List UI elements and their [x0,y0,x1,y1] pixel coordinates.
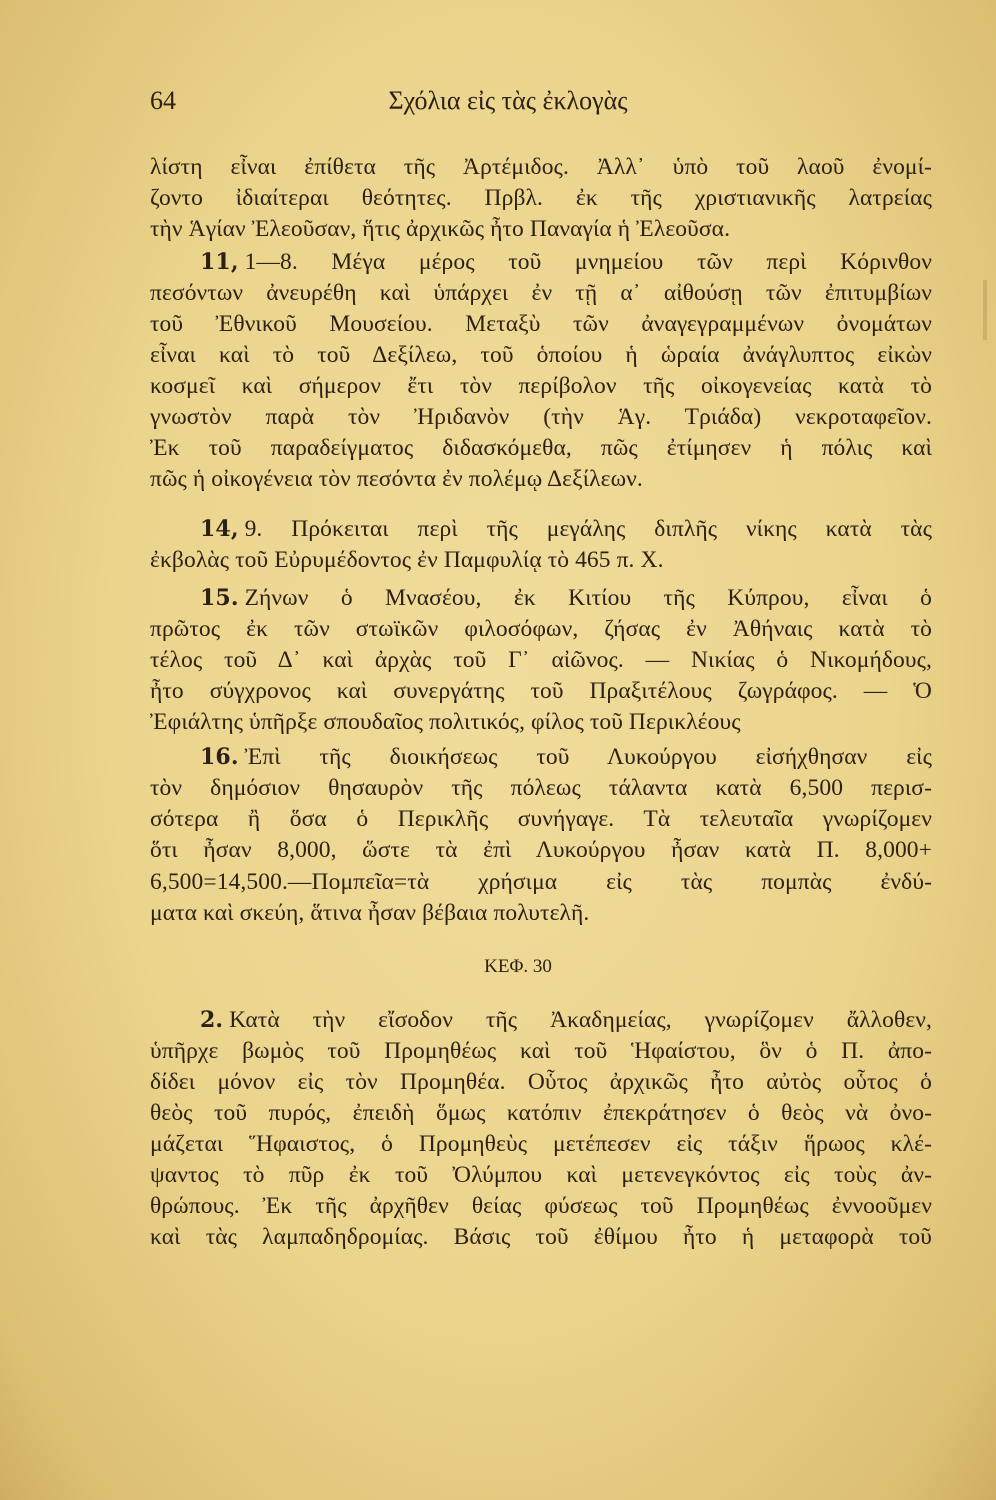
note-number: 16. [200,744,239,770]
text-line [150,340,932,370]
paragraph-start-line [200,1005,932,1035]
text-line [150,707,932,737]
paragraph-start-line [200,583,932,613]
line-text: σότερα ἢ ὅσα ὁ Περικλῆς συνήγαγε. Τὰ τελευταῖα γνωρίζομεν [150,806,932,832]
line-text: ψαντος τὸ πῦρ ἐκ τοῦ Ὀλύμπου καὶ μετενεγκόντος εἰς τοὺς ἀν- [150,1162,932,1188]
line-text: Ζήνων ὁ Μνασέου, ἐκ Κιτίου τῆς Κύπρου, εἶναι ὁ [244,585,932,611]
text-line [150,152,932,182]
line-text: τέλος τοῦ Δ᾽ καὶ ἀρχὰς τοῦ Γ᾽ αἰῶνος. — Νικίας ὁ Νικομήδους, [150,647,932,673]
line-text: γνωστὸν παρὰ τὸν Ἠριδανὸν (τὴν Ἁγ. Τριάδα) νεκροταφεῖον. [150,404,932,430]
line-text: μάζεται Ἥφαιστος, ὁ Προμηθεὺς μετέπεσεν εἰς τάξιν ἥρωος κλέ- [150,1131,932,1157]
line-text: Ἐκ τοῦ παραδείγματος διδασκόμεθα, πῶς ἐτίμησεν ἡ πόλις καὶ [150,435,932,461]
line-text: θεὸς τοῦ πυρός, ἐπειδὴ ὅμως κατόπιν ἐπεκράτησεν ὁ θεὸς νὰ ὀνο- [150,1100,932,1126]
line-text: καὶ τὰς λαμπαδηδρομίας. Βάσις τοῦ ἐθίμου ἦτο ἡ μεταφορὰ τοῦ [150,1224,932,1250]
line-text: τὴν Ἁγίαν Ἐλεοῦσαν, ἥτις ἀρχικῶς ἦτο Παναγία ἡ Ἐλεοῦσα. [150,216,731,242]
line-text: 6,500=14,500.—Πομπεῖα=τὰ χρήσιμα εἰς τὰς πομπὰς ἐνδύ- [150,869,932,895]
text-line [150,371,932,401]
line-text: λίστη εἶναι ἐπίθετα τῆς Ἀρτέμιδος. Ἀλλ᾽ ὑπὸ τοῦ λαοῦ ἐνομί- [150,154,932,180]
text-line [150,645,932,675]
line-text: 9. Πρόκειται περὶ τῆς μεγάλης διπλῆς νίκης κατὰ τὰς [244,516,932,542]
text-line [150,433,932,463]
section-heading: ΚΕΦ. 30 [484,956,552,977]
line-text: ὑπῆρχε βωμὸς τοῦ Προμηθέως καὶ τοῦ Ἡφαίστου, ὃν ὁ Π. ἀπο- [150,1038,932,1064]
text-line [150,1222,932,1252]
line-text: ὅτι ἦσαν 8,000, ὥστε τὰ ἐπὶ Λυκούργου ἦσαν κατὰ Π. 8,000+ [150,837,932,863]
text-line [150,183,932,213]
line-text: Ἐπὶ τῆς διοικήσεως τοῦ Λυκούργου εἰσήχθησαν εἰς [244,744,932,770]
text-line [150,278,932,308]
line-text: θρώπους. Ἐκ τῆς ἀρχῆθεν θείας φύσεως τοῦ Προμηθέως ἐννοοῦμεν [150,1193,932,1219]
text-line [150,214,932,244]
text-line [150,464,932,494]
line-text: πεσόντων ἀνευρέθη καὶ ὑπάρχει ἐν τῇ α᾽ αἰθούσῃ τῶν ἐπιτυμβίων [150,280,932,306]
line-text: τὸν δημόσιον θησαυρὸν τῆς πόλεως τάλαντα κατὰ 6,500 περισ- [150,775,932,801]
text-line [150,309,932,339]
paragraph-start-line [200,247,932,277]
note-number: 14, [200,516,239,542]
running-title: Σχόλια εἰς τὰς ἐκλογὰς [388,86,628,115]
note-number: 15. [200,585,239,611]
text-line [150,1098,932,1128]
text-line [150,676,932,706]
paragraph-start-line [200,514,932,544]
text-line [150,1191,932,1221]
line-text: πῶς ἡ οἰκογένεια τὸν πεσόντα ἐν πολέμῳ Δεξίλεων. [150,466,643,492]
line-text: εἶναι καὶ τὸ τοῦ Δεξίλεω, τοῦ ὁποίου ἡ ὡραία ἀνάγλυπτος εἰκὼν [150,342,932,368]
text-line [150,898,932,928]
line-text: ζοντο ἰδιαίτεραι θεότητες. Πρβλ. ἐκ τῆς χριστιανικῆς λατρείας [150,185,932,211]
page-number: 64 [150,86,176,115]
text-line [150,614,932,644]
text-line [150,402,932,432]
text-line [150,1036,932,1066]
text-line [150,1129,932,1159]
line-text: ἦτο σύγχρονος καὶ συνεργάτης τοῦ Πραξιτέλους ζωγράφος. — Ὁ [150,678,932,704]
line-text: κοσμεῖ καὶ σήμερον ἔτι τὸν περίβολον τῆς οἰκογενείας κατὰ τὸ [150,373,932,399]
text-line [150,835,932,865]
line-text: Κατὰ τὴν εἴσοδον τῆς Ἀκαδημείας, γνωρίζομεν ἄλλοθεν, [229,1007,932,1033]
line-text: ματα καὶ σκεύη, ἅτινα ἦσαν βέβαια πολυτελῆ. [150,900,590,926]
paragraph-start-line [200,742,932,772]
line-text: Ἐφιάλτης ὑπῆρξε σπουδαῖος πολιτικός, φίλος τοῦ Περικλέους [150,709,741,735]
line-text: 1—8. Μέγα μέρος τοῦ μνημείου τῶν περὶ Κόρινθον [244,249,932,275]
text-line [150,1160,932,1190]
line-text: ἐκβολὰς τοῦ Εὐρυμέδοντος ἐν Παμφυλίᾳ τὸ 465 π. Χ. [150,547,664,573]
text-line [150,545,932,575]
line-text: τοῦ Ἐθνικοῦ Μουσείου. Μεταξὺ τῶν ἀναγεγραμμένων ὀνομάτων [150,311,932,337]
text-line [150,773,932,803]
note-number: 11, [200,249,239,275]
note-number: 2. [200,1007,224,1033]
line-text: πρῶτος ἐκ τῶν στωϊκῶν φιλοσόφων, ζήσας ἐν Ἀθήναις κατὰ τὸ [150,616,932,642]
line-text: δίδει μόνον εἰς τὸν Προμηθέα. Οὗτος ἀρχικῶς ἦτο αὐτὸς οὗτος ὁ [150,1069,932,1095]
text-line [150,804,932,834]
text-line [150,867,932,897]
page-edge-mark [983,280,987,340]
text-line [150,1067,932,1097]
